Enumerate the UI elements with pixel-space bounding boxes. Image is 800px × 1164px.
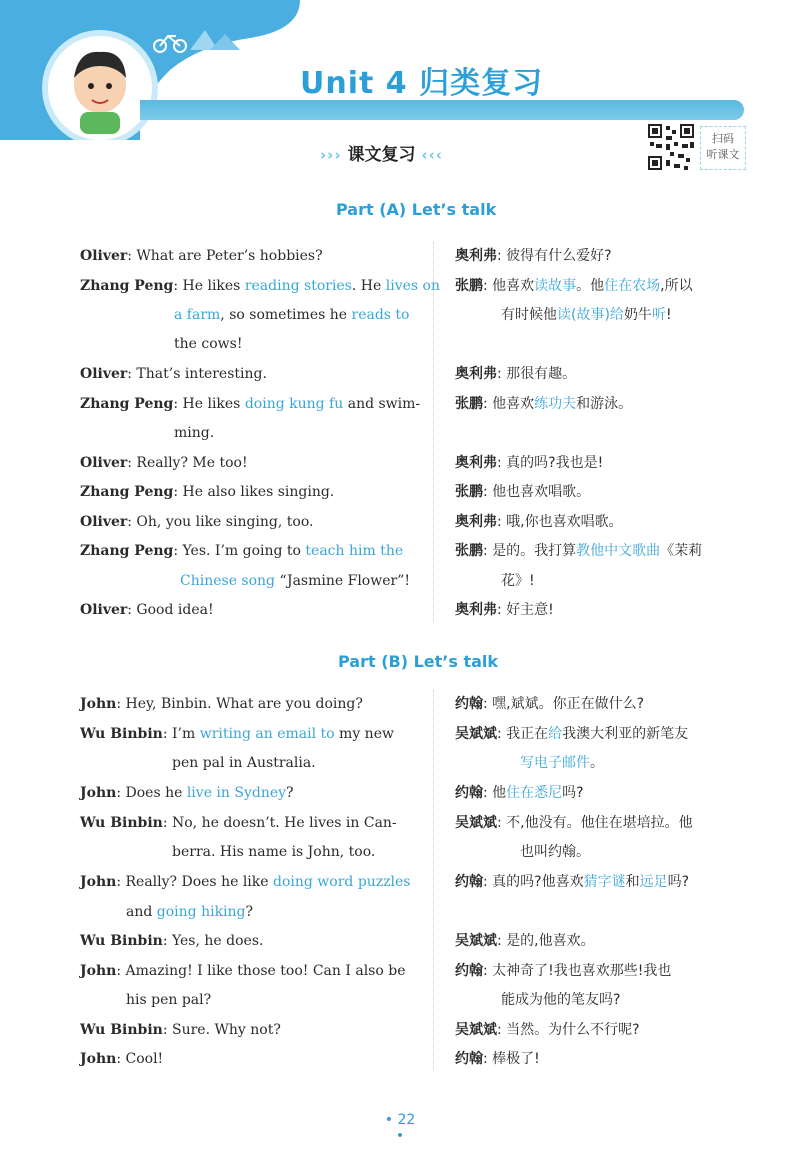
part-b-title: Part (B) Let’s talk (338, 652, 499, 671)
speaker: Wu Binbin (80, 815, 163, 831)
highlight-phrase: a farm (174, 307, 221, 323)
translation-line: 约翰: 真的吗?他喜欢猜字谜和远足吗? (455, 874, 690, 890)
line-text: 当然。为什么不行呢? (506, 1022, 640, 1038)
translation-line: 奥利弗: 那很有趣。 (455, 366, 577, 382)
speaker: John (80, 696, 117, 712)
speaker: Oliver (80, 366, 128, 382)
highlight-phrase: going hiking (156, 904, 246, 920)
speaker: Oliver (80, 602, 128, 618)
line-text: “Jasmine Flower”! (275, 573, 410, 589)
speaker: 约翰 (455, 963, 483, 979)
line-text: Yes, he does. (172, 933, 264, 949)
speaker: Zhang Peng (80, 396, 174, 412)
dialogue-line: Zhang Peng: He also likes singing. (80, 484, 335, 500)
dialogue-line (126, 985, 211, 1015)
part-a-title: Part (A) Let’s talk (336, 200, 497, 219)
line-text: and swim- (343, 396, 421, 412)
translation-line: 张鹏: 他喜欢练功夫和游泳。 (455, 396, 633, 412)
line-text: No, he doesn’t. He lives in Can- (172, 815, 397, 831)
dialogue-line (172, 837, 375, 867)
cartoon-boy-icon (74, 52, 126, 134)
line-text: 有时候他 (501, 307, 557, 323)
line-text: 《茉莉 (660, 543, 703, 559)
page-number: • 22 • (384, 1112, 416, 1144)
speaker: Zhang Peng (80, 484, 174, 500)
line-text: 。 (590, 755, 604, 771)
line-text: Good idea! (136, 602, 214, 618)
speaker: John (80, 785, 117, 801)
line-text: Cool! (125, 1051, 164, 1067)
line-text: 是的,他喜欢。 (506, 933, 595, 949)
dialogue-line: Oliver: That’s interesting. (80, 366, 267, 382)
line-text: 那很有趣。 (506, 366, 577, 382)
translation-line: 吴斌斌: 是的,他喜欢。 (455, 933, 595, 949)
dialogue-line: Wu Binbin: Sure. Why not? (80, 1022, 281, 1038)
speaker: 约翰 (455, 696, 483, 712)
translation-line (501, 566, 535, 596)
dialogue-line: Zhang Peng: Yes. I’m going to teach him the (80, 543, 404, 559)
line-text: . He (351, 278, 386, 294)
dialogue-line (174, 300, 409, 330)
line-text: 也叫约翰。 (520, 844, 590, 860)
highlight-phrase: reads to (351, 307, 410, 323)
line-text: 是的。我打算 (492, 543, 577, 559)
section-heading (320, 140, 443, 165)
speaker: 吴斌斌 (455, 1022, 497, 1038)
translation-line: 吴斌斌: 不,他没有。他住在堪培拉。他 (455, 815, 693, 831)
line-text: Amazing! I like those too! Can I also be (125, 963, 406, 979)
translation-line: 张鹏: 他喜欢读故事。他住在农场,所以 (455, 278, 693, 294)
translation-line: 奥利弗: 好主意! (455, 602, 554, 618)
line-text: ming. (174, 425, 215, 441)
speaker: Oliver (80, 514, 128, 530)
line-text: ? (245, 904, 254, 920)
highlight-phrase: 读(故事)给 (557, 307, 624, 323)
line-text: He also likes singing. (182, 484, 335, 500)
speaker: John (80, 874, 117, 890)
qr-label-line-2: 听课文 (706, 148, 740, 161)
section-left-arrows: ››› (320, 146, 342, 164)
highlight-phrase: 教他中文歌曲 (576, 543, 661, 559)
section-right-arrows: ‹‹‹ (421, 146, 443, 164)
line-text: 他喜欢 (492, 396, 535, 412)
translation-line: 约翰: 他住在悉尼吗? (455, 785, 584, 801)
speaker: 吴斌斌 (455, 933, 497, 949)
line-text: 太神奇了!我也喜欢那些!我也 (492, 963, 672, 979)
page-title: Unit 4 归类复习 (300, 66, 544, 101)
line-text: 和游泳。 (576, 396, 633, 412)
translation-line: 吴斌斌: 当然。为什么不行呢? (455, 1022, 640, 1038)
speaker: Oliver (80, 455, 128, 471)
speaker: Zhang Peng (80, 543, 174, 559)
line-text: 不,他没有。他住在堪培拉。他 (506, 815, 693, 831)
highlight-phrase: doing word puzzles (273, 874, 411, 890)
speaker: 奥利弗 (455, 455, 497, 471)
speaker: John (80, 1051, 117, 1067)
line-text: Sure. Why not? (172, 1022, 281, 1038)
dialogue-line: Wu Binbin: Yes, he does. (80, 933, 264, 949)
dialogue-line (180, 566, 410, 596)
speaker: 奥利弗 (455, 248, 497, 264)
speaker: 约翰 (455, 1051, 483, 1067)
line-text: ,所以 (660, 278, 693, 294)
line-text: , so sometimes he (220, 307, 352, 323)
line-text: 棒极了! (492, 1051, 540, 1067)
line-text: Yes. I’m going to (182, 543, 306, 559)
dialogue-line: Oliver: Really? Me too! (80, 455, 248, 471)
highlight-phrase: 猜字谜 (583, 874, 626, 890)
line-text: 能成为他的笔友吗? (501, 992, 621, 1008)
qr-label-line-1: 扫码 (712, 132, 734, 145)
line-text: Really? Does he like (125, 874, 273, 890)
line-text: Does he (125, 785, 187, 801)
speaker: 奥利弗 (455, 366, 497, 382)
dialogue-line: John: Amazing! I like those too! Can I also be (80, 963, 406, 979)
highlight-phrase: 听 (651, 307, 666, 323)
dialogue-line: John: Does he live in Sydney? (80, 785, 294, 801)
dialogue-line: Zhang Peng: He likes reading stories. He lives on (80, 278, 440, 294)
speaker: Oliver (80, 248, 128, 264)
line-text: 我澳大利亚的新笔友 (562, 726, 689, 742)
speaker: 奥利弗 (455, 602, 497, 618)
dialogue-line: Wu Binbin: I’m writing an email to my new (80, 726, 394, 742)
line-text: 他喜欢 (492, 278, 535, 294)
speaker: 约翰 (455, 785, 483, 801)
translation-line: 约翰: 棒极了! (455, 1051, 540, 1067)
translation-line: 约翰: 嘿,斌斌。你正在做什么? (455, 696, 645, 712)
dialogue-line (174, 329, 242, 359)
line-text: 真的吗?他喜欢 (492, 874, 584, 890)
highlight-phrase: 远足 (639, 874, 668, 890)
line-text: 和 (625, 874, 640, 890)
speaker: Zhang Peng (80, 278, 174, 294)
line-text: 他 (492, 785, 507, 801)
line-text: 吗? (667, 874, 690, 890)
speaker: 奥利弗 (455, 514, 497, 530)
line-text: He likes (182, 278, 245, 294)
line-text: 。他 (576, 278, 605, 294)
qr-code-icon[interactable] (646, 122, 696, 172)
translation-line: 张鹏: 是的。我打算教他中文歌曲《茉莉 (455, 543, 703, 559)
line-text: 彼得有什么爱好? (506, 248, 612, 264)
highlight-phrase: 写电子邮件 (520, 755, 590, 771)
speaker: Wu Binbin (80, 933, 163, 949)
speaker: 张鹏 (455, 543, 483, 559)
speaker: 张鹏 (455, 484, 483, 500)
line-text: 哦,你也喜欢唱歌。 (506, 514, 623, 530)
line-text: What are Peter’s hobbies? (136, 248, 323, 264)
translation-line (520, 748, 604, 778)
translation-line: 约翰: 太神奇了!我也喜欢那些!我也 (455, 963, 672, 979)
line-text: He likes (182, 396, 245, 412)
line-text: Oh, you like singing, too. (136, 514, 314, 530)
line-text: That’s interesting. (136, 366, 267, 382)
speaker: Wu Binbin (80, 726, 163, 742)
line-text: 真的吗?我也是! (506, 455, 604, 471)
translation-line: 吴斌斌: 我正在给我澳大利亚的新笔友 (455, 726, 689, 742)
qr-label (700, 126, 746, 170)
header-band (140, 100, 744, 120)
dialogue-line: Oliver: Oh, you like singing, too. (80, 514, 314, 530)
dialogue-line (174, 418, 214, 448)
dialogue-line (172, 748, 316, 778)
line-text: the cows! (174, 336, 243, 352)
line-text: 嘿,斌斌。你正在做什么? (492, 696, 645, 712)
highlight-phrase: 读故事 (534, 278, 577, 294)
highlight-phrase: 住在农场 (604, 278, 661, 294)
dialogue-line: John: Really? Does he like doing word puzzles (80, 874, 411, 890)
line-text: berra. His name is John, too. (172, 844, 376, 860)
highlight-phrase: live in Sydney (186, 785, 287, 801)
dialogue-line: John: Cool! (80, 1051, 164, 1067)
dialogue-line: Oliver: Good idea! (80, 602, 214, 618)
highlight-phrase: writing an email to (199, 726, 335, 742)
speaker: 张鹏 (455, 396, 483, 412)
line-text: pen pal in Australia. (172, 755, 316, 771)
line-text: Really? Me too! (136, 455, 248, 471)
part-b-divider (433, 690, 434, 1070)
translation-line (520, 837, 590, 867)
dialogue-line: Oliver: What are Peter’s hobbies? (80, 248, 323, 264)
speaker: 吴斌斌 (455, 815, 497, 831)
dialogue-line (126, 897, 253, 927)
highlight-phrase: Chinese song (180, 573, 276, 589)
translation-line (501, 300, 672, 330)
line-text: 好主意! (506, 602, 554, 618)
section-heading-text: 课文复习 (347, 145, 416, 165)
line-text: Hey, Binbin. What are you doing? (125, 696, 363, 712)
highlight-phrase: reading stories (244, 278, 352, 294)
speaker: 约翰 (455, 874, 483, 890)
line-text: ! (665, 307, 672, 323)
dialogue-line: John: Hey, Binbin. What are you doing? (80, 696, 363, 712)
translation-line: 奥利弗: 哦,你也喜欢唱歌。 (455, 514, 623, 530)
speaker: Wu Binbin (80, 1022, 163, 1038)
line-text: and (126, 904, 157, 920)
line-text: 花》! (501, 573, 535, 589)
line-text: I’m (172, 726, 200, 742)
line-text: 他也喜欢唱歌。 (492, 484, 591, 500)
dialogue-line: Zhang Peng: He likes doing kung fu and swim- (80, 396, 421, 412)
speaker: John (80, 963, 117, 979)
line-text: my new (334, 726, 394, 742)
translation-line: 奥利弗: 真的吗?我也是! (455, 455, 604, 471)
highlight-phrase: 练功夫 (534, 396, 577, 412)
line-text: 奶牛 (623, 307, 652, 323)
speaker: 吴斌斌 (455, 726, 497, 742)
highlight-phrase: doing kung fu (244, 396, 344, 412)
line-text: ? (286, 785, 294, 801)
highlight-phrase: 给 (548, 726, 563, 742)
dialogue-line: Wu Binbin: No, he doesn’t. He lives in Can- (80, 815, 397, 831)
translation-line: 奥利弗: 彼得有什么爱好? (455, 248, 612, 264)
line-text: 我正在 (506, 726, 549, 742)
speaker: 张鹏 (455, 278, 483, 294)
translation-line (501, 985, 620, 1015)
highlight-phrase: teach him the (305, 543, 404, 559)
line-text: 吗? (562, 785, 584, 801)
line-text: his pen pal? (126, 992, 212, 1008)
highlight-phrase: lives on (385, 278, 440, 294)
translation-line: 张鹏: 他也喜欢唱歌。 (455, 484, 591, 500)
highlight-phrase: 住在悉尼 (506, 785, 563, 801)
